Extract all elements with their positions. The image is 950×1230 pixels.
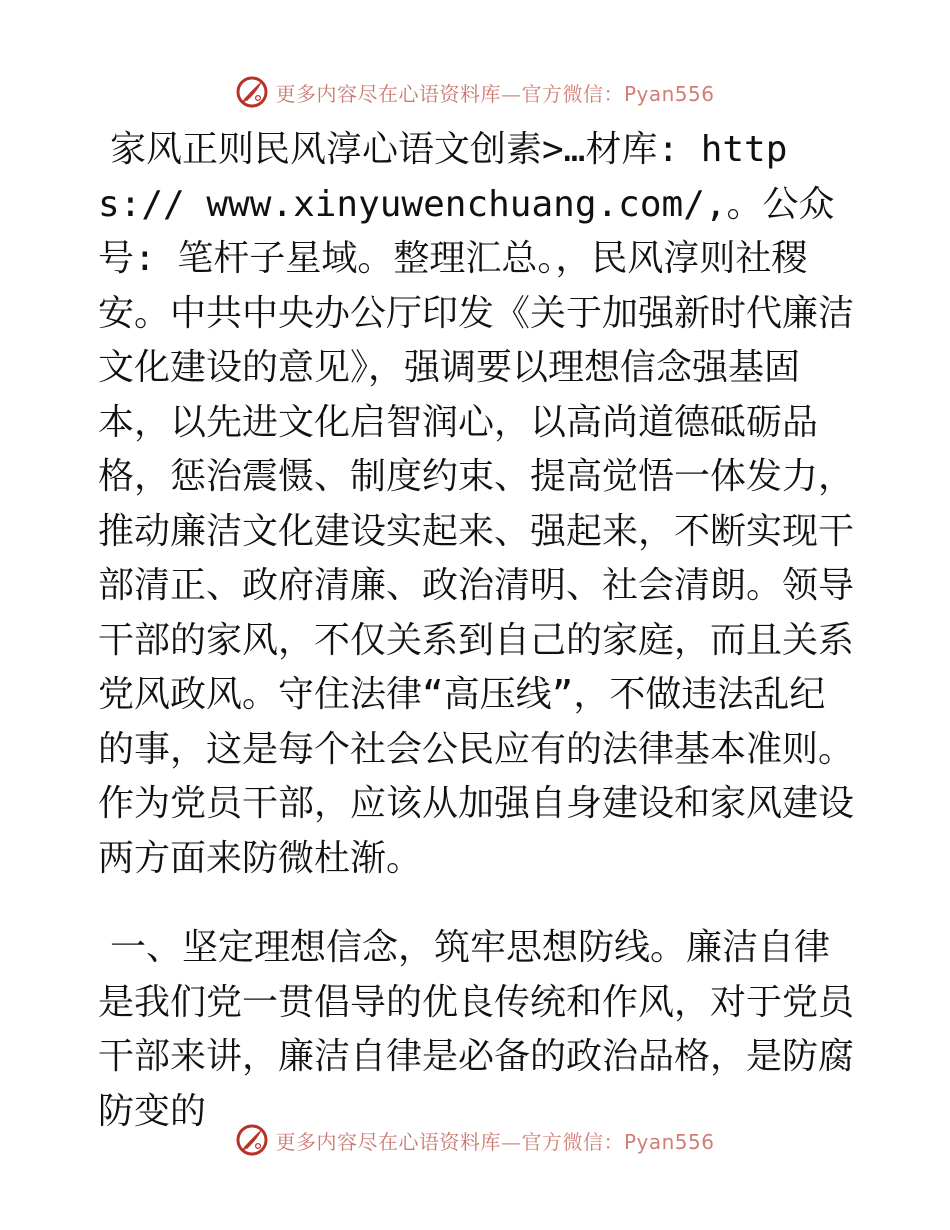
header-watermark-wechat: 官方微信：Pyan556 [521, 81, 715, 106]
document-body [98, 123, 858, 1139]
paragraph-intro-text: 家风正则民风淳心语文创素>…材库: https:// www.xinyuwenchuang.com/,。公众号: 笔杆子星域。整理汇总。，民风淳则社稷安。中共中央办公厅印发《关于加强新时代廉洁文化建设的意见》，强调要以理想信念强基固本，以先进文化启智润心，以高尚道德砥砺品格，惩治震慑、制度约束、提高觉悟一体发力，推动廉洁文化建设实起来、强起来，不断实现干部清正、政府清廉、政治清明、社会清朗。领导干部的家风，不仅关系到自己的家庭，而且关系党风政风。守住法律“高压线”，不做违法乱纪的事，这是每个社会公民应有的法律基本准则。作为党员干部，应该从加强自身建设和家风建设两方面来防微杜渐。 [98, 129, 855, 879]
footer-watermark-text [275, 1126, 714, 1155]
paragraph-section-one-text: 一、坚定理想信念，筑牢思想防线。廉洁自律是我们党一贯倡导的优良传统和作风，对于党员干部来讲，廉洁自律是必备的政治品格，是防腐防变的 [98, 927, 855, 1132]
footer-watermark-banner [0, 1120, 950, 1160]
red-quill-logo-icon [235, 75, 269, 109]
footer-watermark-dash: — [500, 1129, 522, 1154]
header-watermark-text [275, 78, 714, 107]
header-watermark-dash: — [500, 81, 522, 106]
header-watermark-main: 更多内容尽在心语资料库 [275, 81, 501, 106]
header-watermark-banner [0, 72, 950, 112]
paragraph-intro [98, 123, 858, 887]
paragraph-section-one [98, 921, 858, 1139]
footer-watermark-wechat: 官方微信：Pyan556 [521, 1129, 715, 1154]
red-quill-logo-icon [235, 1123, 269, 1157]
footer-watermark-main: 更多内容尽在心语资料库 [275, 1129, 501, 1154]
